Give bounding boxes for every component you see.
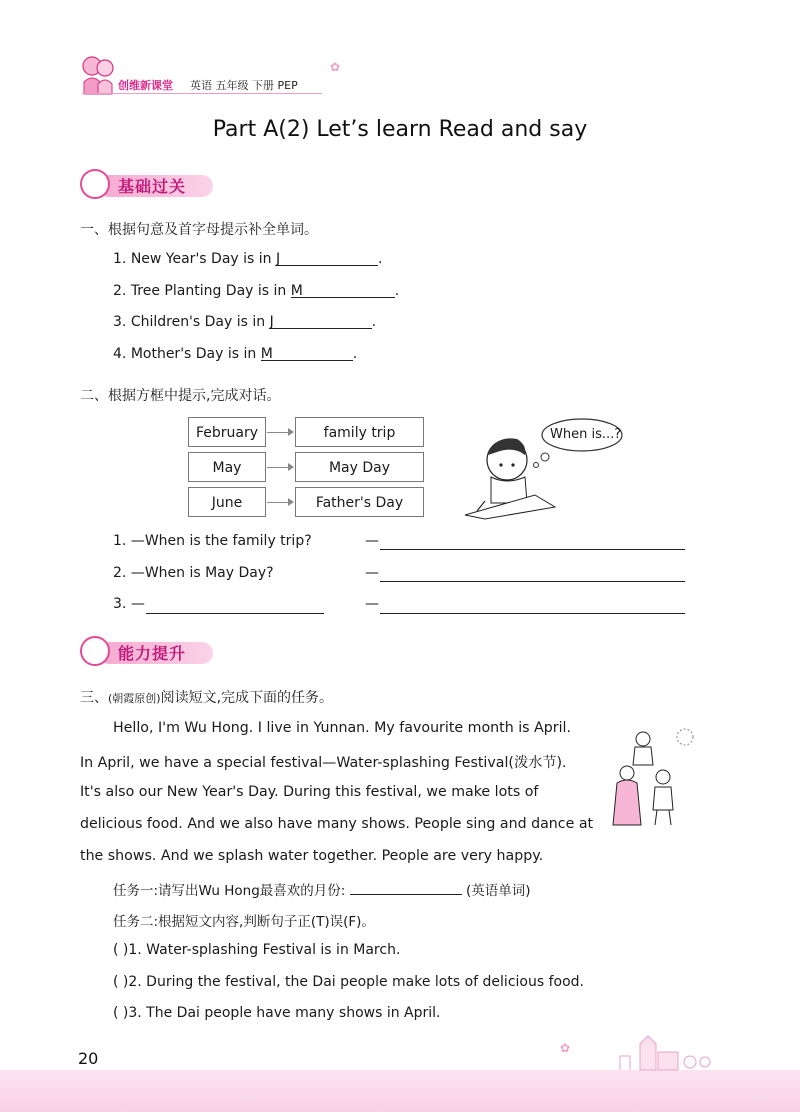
item-end: . xyxy=(371,314,377,330)
svg-text:✿: ✿ xyxy=(560,1041,571,1055)
item-text: New Year's Day is in xyxy=(130,251,272,267)
header-mascot-logo xyxy=(78,52,118,96)
answer-line[interactable] xyxy=(380,581,685,582)
arrow-line xyxy=(267,502,289,503)
tf-item-3 xyxy=(113,1005,441,1021)
dialog-dash: — xyxy=(365,596,379,612)
task1-text: 任务一:请写出Wu Hong最喜欢的月份: xyxy=(113,883,346,899)
hint-letter: M xyxy=(290,283,303,299)
dialog-question: —When is the family trip? xyxy=(130,533,312,549)
section2-heading: 二、根据方框中提示,完成对话。 xyxy=(80,388,281,404)
item-end: . xyxy=(352,346,358,362)
tf-text: 3. The Dai people have many shows in April. xyxy=(128,1005,441,1021)
dialog-q-3 xyxy=(113,596,145,612)
answer-line[interactable] xyxy=(380,613,685,614)
answer-blank[interactable] xyxy=(270,314,372,329)
item-end: . xyxy=(377,251,383,267)
face-icon xyxy=(80,169,110,199)
passage-line-3: It's also our New Year's Day. During this festival, we make lots of xyxy=(80,784,539,800)
star-icon: ✿ xyxy=(330,60,341,74)
section-banner-advanced xyxy=(80,636,220,668)
item-text: Mother's Day is in xyxy=(130,346,257,362)
month-box-1: February xyxy=(188,417,266,447)
item-number: 1. xyxy=(113,251,127,267)
tf-text: 2. During the festival, the Dai people make lots of delicious food. xyxy=(128,974,584,990)
banner-label: 基础过关 xyxy=(118,177,187,196)
castle-decoration xyxy=(560,1022,740,1072)
item-text: Children's Day is in xyxy=(130,314,266,330)
hint-letter: M xyxy=(260,346,273,362)
passage-line-2: In April, we have a special festival—Water-splashing Festival(泼水节). xyxy=(80,755,567,771)
passage-line-5: the shows. And we splash water together. People are very happy. xyxy=(80,848,544,864)
hint-letter: J xyxy=(275,251,281,267)
heading-tag: (朝霞原创) xyxy=(108,692,161,705)
answer-blank[interactable] xyxy=(291,283,395,298)
dialog-number: 1. xyxy=(113,533,127,549)
section-banner-basic xyxy=(80,169,220,201)
month-box-2: May xyxy=(188,452,266,482)
tf-text: 1. Water-splashing Festival is in March. xyxy=(128,942,401,958)
task1-suffix: (英语单词) xyxy=(465,883,531,899)
fill-item-4 xyxy=(113,346,357,362)
arrow-icon xyxy=(288,498,294,506)
answer-blank[interactable] xyxy=(350,880,462,895)
arrow-icon xyxy=(288,428,294,436)
dialog-q-2 xyxy=(113,565,274,581)
face-icon xyxy=(80,636,110,666)
dialog-number: 3. xyxy=(113,596,127,612)
tf-item-1 xyxy=(113,942,400,958)
page-title: Part A(2) Let’s learn Read and say xyxy=(212,117,588,142)
month-box-3: June xyxy=(188,487,266,517)
dialog-question: — xyxy=(130,596,145,612)
item-number: 3. xyxy=(113,314,127,330)
arrow-icon xyxy=(288,463,294,471)
tf-paren[interactable]: ( ) xyxy=(113,1005,129,1021)
task-2: 任务二:根据短文内容,判断句子正(T)误(F)。 xyxy=(113,914,375,930)
passage-line-4: delicious food. And we also have many shows. People sing and dance at xyxy=(80,816,594,832)
item-number: 2. xyxy=(113,283,127,299)
arrow-line xyxy=(267,432,289,433)
question-line[interactable] xyxy=(146,613,324,614)
heading-rest: 阅读短文,完成下面的任务。 xyxy=(160,690,334,706)
thought-bubble-text: When is...? xyxy=(550,427,622,442)
event-box-2: May Day xyxy=(295,452,424,482)
header-series: 创维新课堂 xyxy=(118,79,173,92)
section1-heading: 一、根据句意及首字母提示补全单词。 xyxy=(80,222,318,238)
item-end: . xyxy=(394,283,400,299)
arrow-line xyxy=(267,467,289,468)
section3-heading xyxy=(80,687,333,707)
tf-paren[interactable]: ( ) xyxy=(113,974,129,990)
heading-prefix: 三、 xyxy=(80,690,108,706)
tf-item-2 xyxy=(113,974,584,990)
page-number: 20 xyxy=(78,1049,99,1068)
answer-blank[interactable] xyxy=(261,346,353,361)
dialog-number: 2. xyxy=(113,565,127,581)
tf-paren[interactable]: ( ) xyxy=(113,942,129,958)
item-number: 4. xyxy=(113,346,127,362)
header-divider xyxy=(82,93,322,94)
fill-item-2 xyxy=(113,283,399,299)
festival-dancers-illustration xyxy=(605,725,700,835)
answer-line[interactable] xyxy=(380,549,685,550)
header-course: 英语 五年级 下册 PEP xyxy=(190,79,298,92)
hint-letter: J xyxy=(269,314,274,330)
event-box-1: family trip xyxy=(295,417,424,447)
fill-item-1 xyxy=(113,251,382,267)
dialog-question: —When is May Day? xyxy=(130,565,274,581)
item-text: Tree Planting Day is in xyxy=(130,283,287,299)
footer-band xyxy=(0,1070,800,1112)
event-box-3: Father's Day xyxy=(295,487,424,517)
answer-blank[interactable] xyxy=(276,251,378,266)
dialog-dash: — xyxy=(365,533,379,549)
task-1 xyxy=(113,879,531,899)
dialog-dash: — xyxy=(365,565,379,581)
dialog-q-1 xyxy=(113,533,312,549)
banner-label: 能力提升 xyxy=(118,644,187,663)
fill-item-3 xyxy=(113,314,376,330)
passage-line-1: Hello, I'm Wu Hong. I live in Yunnan. My favourite month is April. xyxy=(113,720,571,736)
